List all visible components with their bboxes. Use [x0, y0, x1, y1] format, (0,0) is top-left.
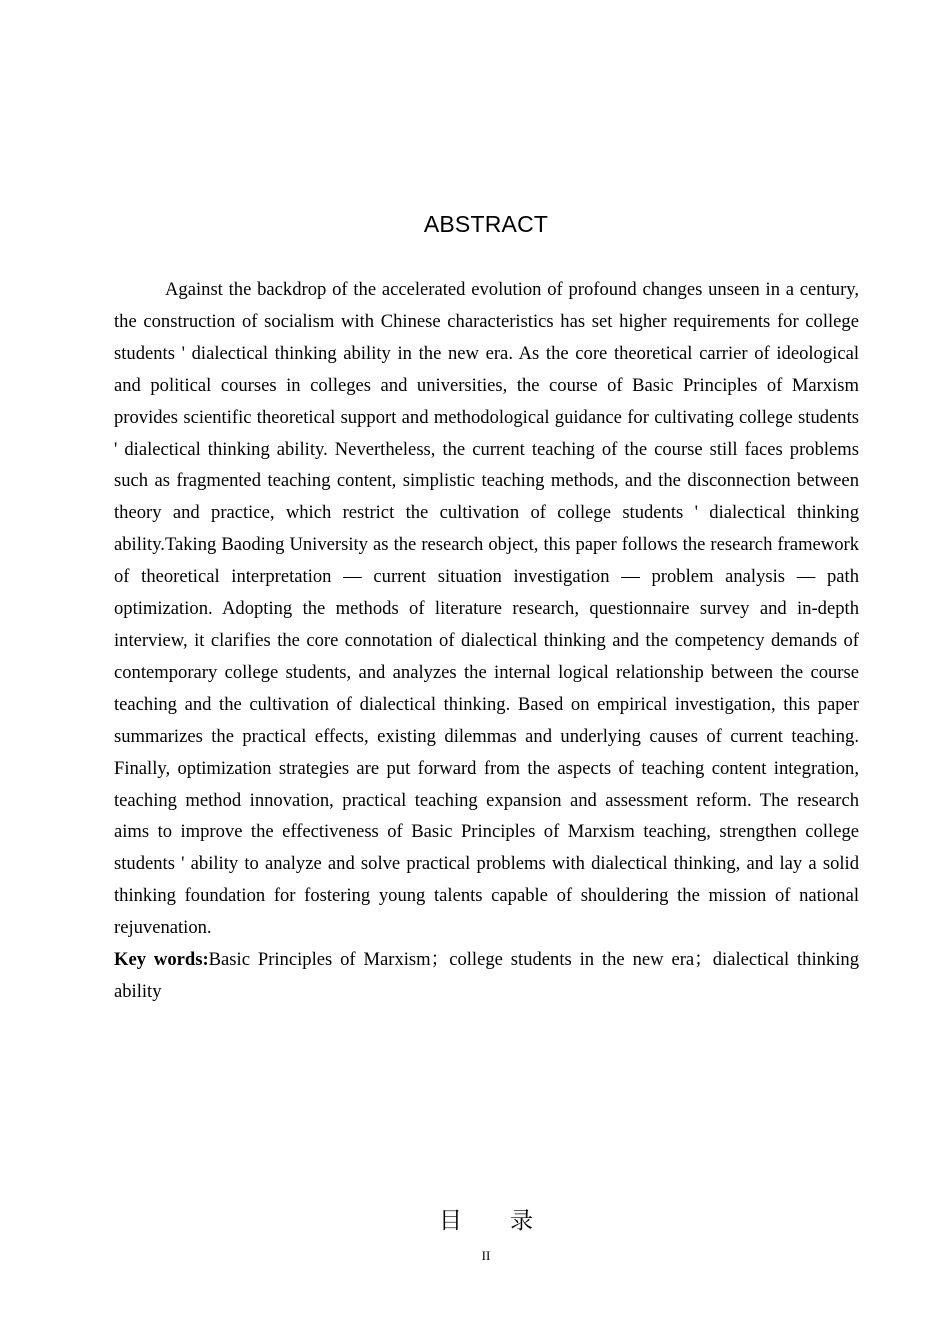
keywords-line — [114, 944, 859, 1008]
abstract-body: Against the backdrop of the accelerated evolution of profound changes unseen in a century, the construction of socialism with Chinese characteristics has set higher requirements for college students ' dialectical thinking ability in the new era. As the core theoretical carrier of ideological and political courses in colleges and universities, the course of Basic Principles of Marxism provides scientific theoretical support and methodological guidance for cultivating college students ' dialectical thinking ability. Nevertheless, the current teaching of the course still faces problems such as fragmented teaching content, simplistic teaching methods, and the disconnection between theory and practice, which restrict the cultivation of college students ' dialectical thinking ability.Taking Baoding University as the research object, this paper follows the research framework of theoretical interpretation — current situation investigation — problem analysis — path optimization. Adopting the methods of literature research, questionnaire survey and in-depth interview, it clarifies the core connotation of dialectical thinking and the competency demands of contemporary college students, and analyzes the internal logical relationship between the course teaching and the cultivation of dialectical thinking. Based on empirical investigation, this paper summarizes the practical effects, existing dilemmas and underlying causes of current teaching. Finally, optimization strategies are put forward from the aspects of teaching content integration, teaching method innovation, practical teaching expansion and assessment reform. The research aims to improve the effectiveness of Basic Principles of Marxism teaching, strengthen college students ' ability to analyze and solve practical problems with dialectical thinking, and lay a solid thinking foundation for fostering young talents capable of shouldering the mission of national rejuvenation. — [114, 279, 859, 939]
toc-heading: 目录 — [439, 1208, 581, 1234]
page-number: II — [481, 1248, 491, 1263]
keywords-text: Basic Principles of Marxism；college students in the new era；dialectical thinking ability — [114, 949, 859, 1002]
abstract-title: ABSTRACT — [423, 211, 549, 237]
keywords-label: Key words: — [114, 949, 209, 970]
